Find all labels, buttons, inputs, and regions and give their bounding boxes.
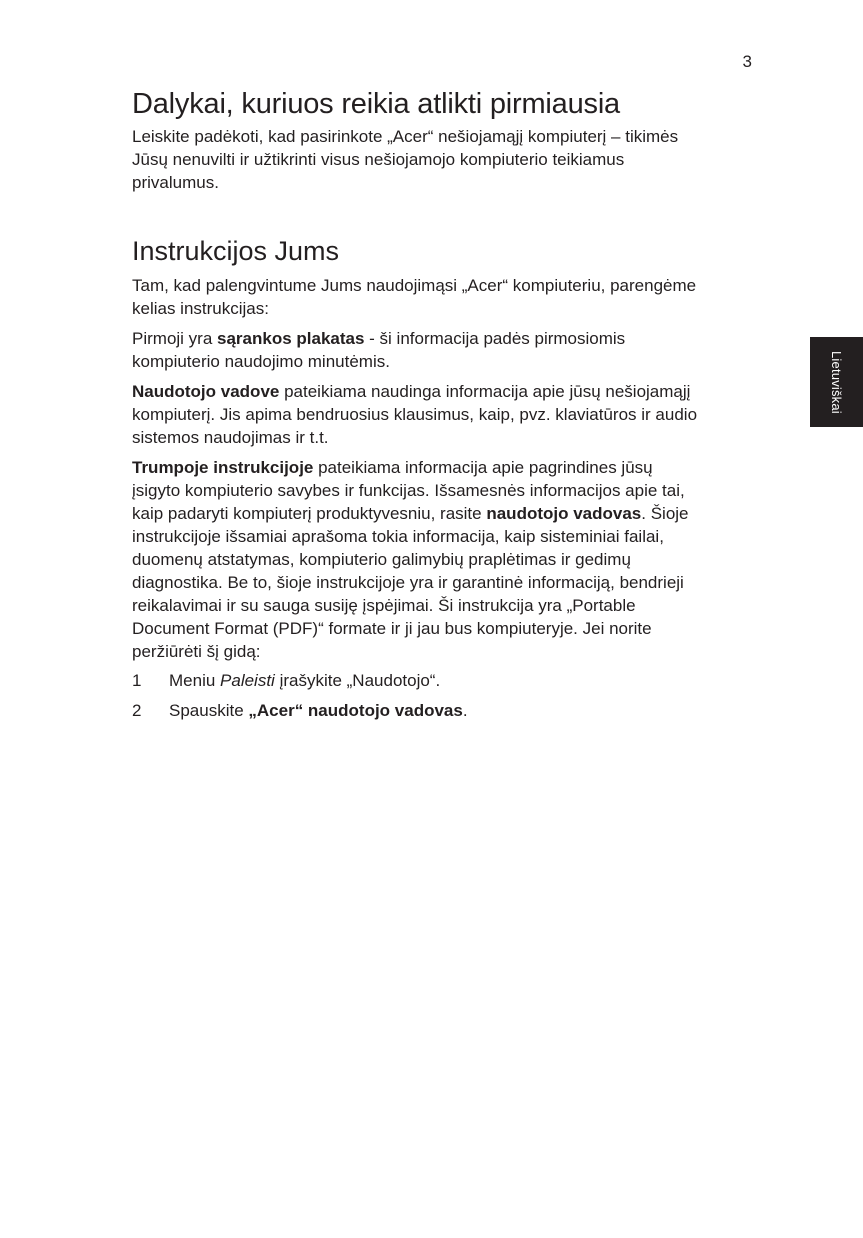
paragraph-text: - ši informacija padės pirmosiomis (364, 329, 626, 348)
step-text-lead: Meniu (169, 671, 221, 690)
paragraph-line: instrukcijoje išsamiai aprašoma tokia informacija, kaip sisteminiai failai, (132, 527, 664, 546)
step-text-lead: Spauskite (169, 701, 249, 720)
section-title-first-steps: Dalykai, kuriuos reikia atlikti pirmiausia (132, 88, 620, 120)
section-title-instructions: Instrukcijos Jums (132, 236, 340, 266)
intro-line: privalumus. (132, 173, 219, 192)
step-text (169, 669, 440, 692)
user-guide-term: naudotojo vadovas (486, 504, 642, 523)
paragraph-line: Tam, kad palengvintume Jums naudojimąsi „Acer“ kompiuteriu, parengėme (132, 276, 697, 295)
paragraph-line: kompiuterio naudojimo minutėmis. (132, 352, 390, 371)
paragraph-text: . Šioje (641, 504, 689, 523)
paragraph-line: diagnostika. Be to, šioje instrukcijoje yra ir garantinė informaciją, bendrieji (132, 573, 684, 592)
page-number: 3 (742, 52, 752, 71)
step-text-rest: . (462, 701, 468, 720)
intro-line: Jūsų nenuvilti ir užtikrinti visus nešiojamojo kompiuterio teikiamus (132, 150, 625, 169)
paragraph-line: Document Format (PDF)“ formate ir ji jau bus kompiuteryje. Jei norite (132, 619, 652, 638)
paragraph-text: kaip padaryti kompiuterį produktyvesniu, rasite (132, 504, 487, 523)
instructions-intro-paragraph (132, 274, 752, 320)
setup-poster-paragraph (132, 327, 752, 373)
quick-guide-term: Trumpoje instrukcijoje (132, 458, 314, 477)
step-text-rest: įrašykite „Naudotojo“. (274, 671, 441, 690)
paragraph-text: pateikiama naudinga informacija apie jūsų nešiojamąjį (279, 382, 691, 401)
step-item (132, 699, 752, 722)
steps-list (132, 669, 752, 722)
paragraph-text: pateikiama informacija apie pagrindines jūsų (313, 458, 653, 477)
intro-paragraph (132, 125, 752, 194)
paragraph-line: įsigyto kompiuterio savybes ir funkcijas. Išsamesnės informacijos apie tai, (132, 481, 685, 500)
setup-poster-term: sąrankos plakatas (217, 329, 365, 348)
quick-guide-paragraph (132, 456, 752, 663)
step-number: 1 (132, 671, 142, 690)
paragraph-line: sistemos naudojimas ir t.t. (132, 428, 329, 447)
paragraph-line: peržiūrėti šį gidą: (132, 642, 261, 661)
intro-line: Leiskite padėkoti, kad pasirinkote „Acer“ nešiojamąjį kompiuterį – tikimės (132, 127, 679, 146)
paragraph-text: Pirmoji yra (132, 329, 218, 348)
step-text (169, 699, 468, 722)
paragraph-line: kompiuterį. Jis apima bendruosius klausimus, kaip, pvz. klaviatūros ir audio (132, 405, 698, 424)
step-item (132, 669, 752, 692)
acer-user-guide-term: „Acer“ naudotojo vadovas (248, 701, 463, 720)
language-side-tab (810, 337, 863, 427)
user-guide-paragraph (132, 380, 752, 449)
paragraph-line: duomenų atstatymas, kompiuterio galimybių praplėtimas ir gedimų (132, 550, 631, 569)
paragraph-line: reikalavimai ir su sauga susiję įspėjimai. Ši instrukcija yra „Portable (132, 596, 636, 615)
paragraph-line: kelias instrukcijas: (132, 299, 269, 318)
page-content (132, 84, 752, 729)
language-side-tab-label: Lietuviškai (829, 350, 844, 414)
user-guide-term: Naudotojo vadove (132, 382, 280, 401)
step-number: 2 (132, 701, 142, 720)
start-menu-term: Paleisti (220, 671, 275, 690)
